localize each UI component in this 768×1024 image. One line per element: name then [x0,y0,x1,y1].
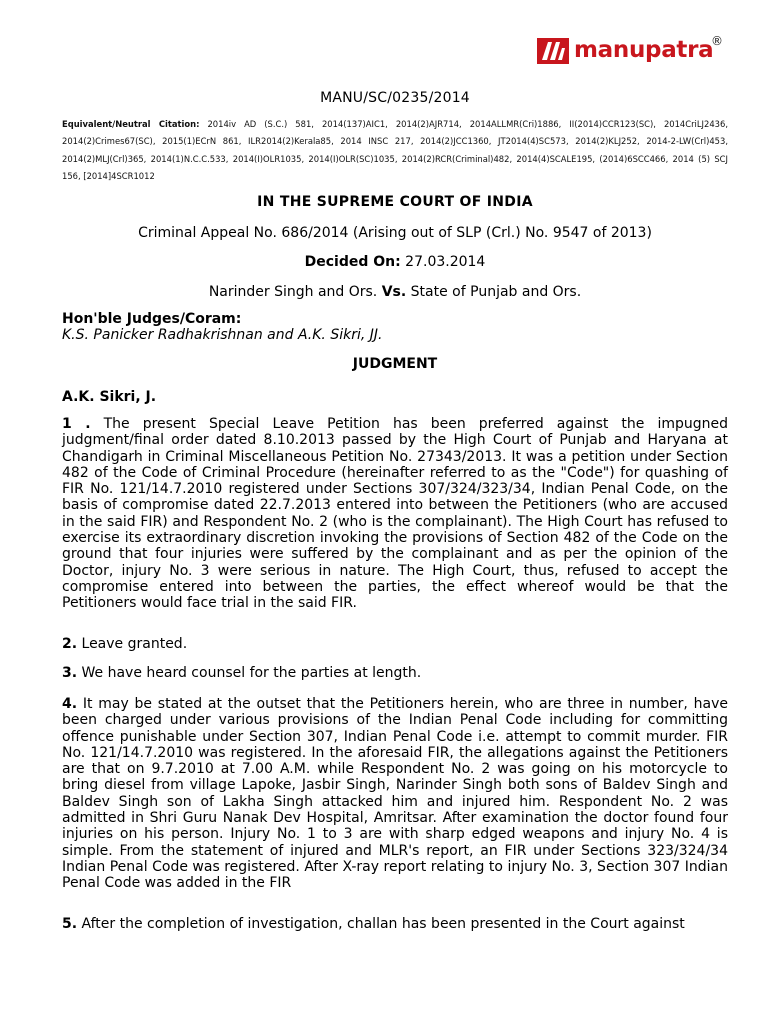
manupatra-logo-icon [536,34,570,68]
paragraph-3 [62,665,728,681]
paragraph-2 [62,636,728,652]
decided-date: 27.03.2014 [400,254,486,270]
coram-heading: Hon'ble Judges/Coram: [62,311,242,327]
paragraph-number: 3. [62,665,78,681]
paragraph-number: 2. [62,636,78,652]
judgment-heading: JUDGMENT [352,356,438,372]
paragraph-text: We have heard counsel for the parties at length. [77,665,422,681]
paragraph-text: The present Special Leave Petition has been preferred against the impugned judgment/final order dated 8.10.2013 passed by the High Court of Punjab and Haryana at Chandigarh in Criminal Miscellaneous Petition No. 27343/2013. It was a petition under Section 482 of the Code of Criminal Procedure (hereinafter referred to as the "Code") for quashing of FIR No. 121/14.7.2010 registered under Sections 307/324/323/34, Indian Penal Code, on the basis of compromise dated 22.7.2013 entered into between the Petitioners (who are accused in the said FIR) and Respondent No. 2 (who is the complainant). The High Court has refused to exercise its extraordinary discretion invoking the provisions of Section 482 of the Code on the ground that four injuries were suffered by the complainant and as per the opinion of the Doctor, injury No. 3 were serious in nature. The High Court, thus, refused to accept the compromise entered into between the parties, the effect whereof would be that the Petitioners would face trial in the said FIR. [62,416,729,612]
paragraph-1 [62,416,728,612]
versus-label: Vs. [381,284,407,300]
registered-mark: ® [711,34,723,48]
paragraph-number: 1 . [62,416,91,432]
citation-label: Equivalent/Neutral Citation: [62,119,200,129]
decided-on [62,254,728,270]
coram-names: K.S. Panicker Radhakrishnan and A.K. Sikri, JJ. [62,327,383,343]
citation-list: 2014iv AD (S.C.) 581, 2014(137)AIC1, 2014(2)AJR714, 2014ALLMR(Cri)1886, II(2014)CCR123(SC), 2014CriLJ2436, 2014(2)Crimes67(SC), 2015(1)ECrN 861, ILR2014(2)Kerala85, 2014 INSC 217, 2014(2)JCC1360, JT2014(4)SC573, 2014(2)KLJ252, 2014-2-LW(Crl)453, 2014(2)MLJ(Crl)365, 2014(1)N.C.C.533, 2014(I)OLR1035, 2014(I)OLR(SC)1035, 2014(2)RCR(Criminal)482, 2014(4)SCALE195, (2014)6SCC466, 2014 (5) SCJ 156, [2014]4SCR1012 [62,119,728,182]
paragraph-text: It may be stated at the outset that the Petitioners herein, who are three in number, have been charged under various provisions of the Indian Penal Code including for committing offence punishable under Section 307, Indian Penal Code i.e. attempt to commit murder. FIR No. 121/14.7.2010 was registered. In the aforesaid FIR, the allegations against the Petitioners are that on 9.7.2010 at 7.00 A.M. while Respondent No. 2 was going on his motorcycle to bring diesel from village Lapoke, Jasbir Singh, Narinder Singh both sons of Baldev Singh and Baldev Singh son of Lakha Singh attacked him and injured him. Respondent No. 2 was admitted in Shri Guru Nanak Dev Hospital, Amritsar. After examination the doctor found four injuries on his person. Injury No. 1 to 3 are with sharp edged weapons and injury No. 4 is simple. From the statement of injured and MLR's report, an FIR under Sections 323/324/34 Indian Penal Code was registered. After X-ray report relating to injury No. 3, Section 307 Indian Penal Code was added in the FIR [62,696,728,892]
paragraph-text: After the completion of investigation, challan has been presented in the Court against [77,916,685,932]
paragraph-4 [62,696,728,892]
paragraph-5 [62,916,728,932]
manupatra-logo [536,34,736,72]
equivalent-citations [62,116,728,186]
respondent: State of Punjab and Ors. [406,284,582,300]
paragraph-number: 5. [62,916,78,932]
appeal-number: Criminal Appeal No. 686/2014 (Arising out of SLP (Crl.) No. 9547 of 2013) [138,225,652,241]
petitioner: Narinder Singh and Ors. [208,284,382,300]
manu-citation-number: MANU/SC/0235/2014 [320,90,470,106]
logo-wordmark: manupatra [574,37,714,63]
court-name: IN THE SUPREME COURT OF INDIA [257,194,533,210]
judgment-author: A.K. Sikri, J. [62,389,157,405]
decided-label: Decided On: [304,254,401,270]
paragraph-number: 4. [62,696,78,712]
parties [62,284,728,300]
paragraph-text: Leave granted. [77,636,188,652]
